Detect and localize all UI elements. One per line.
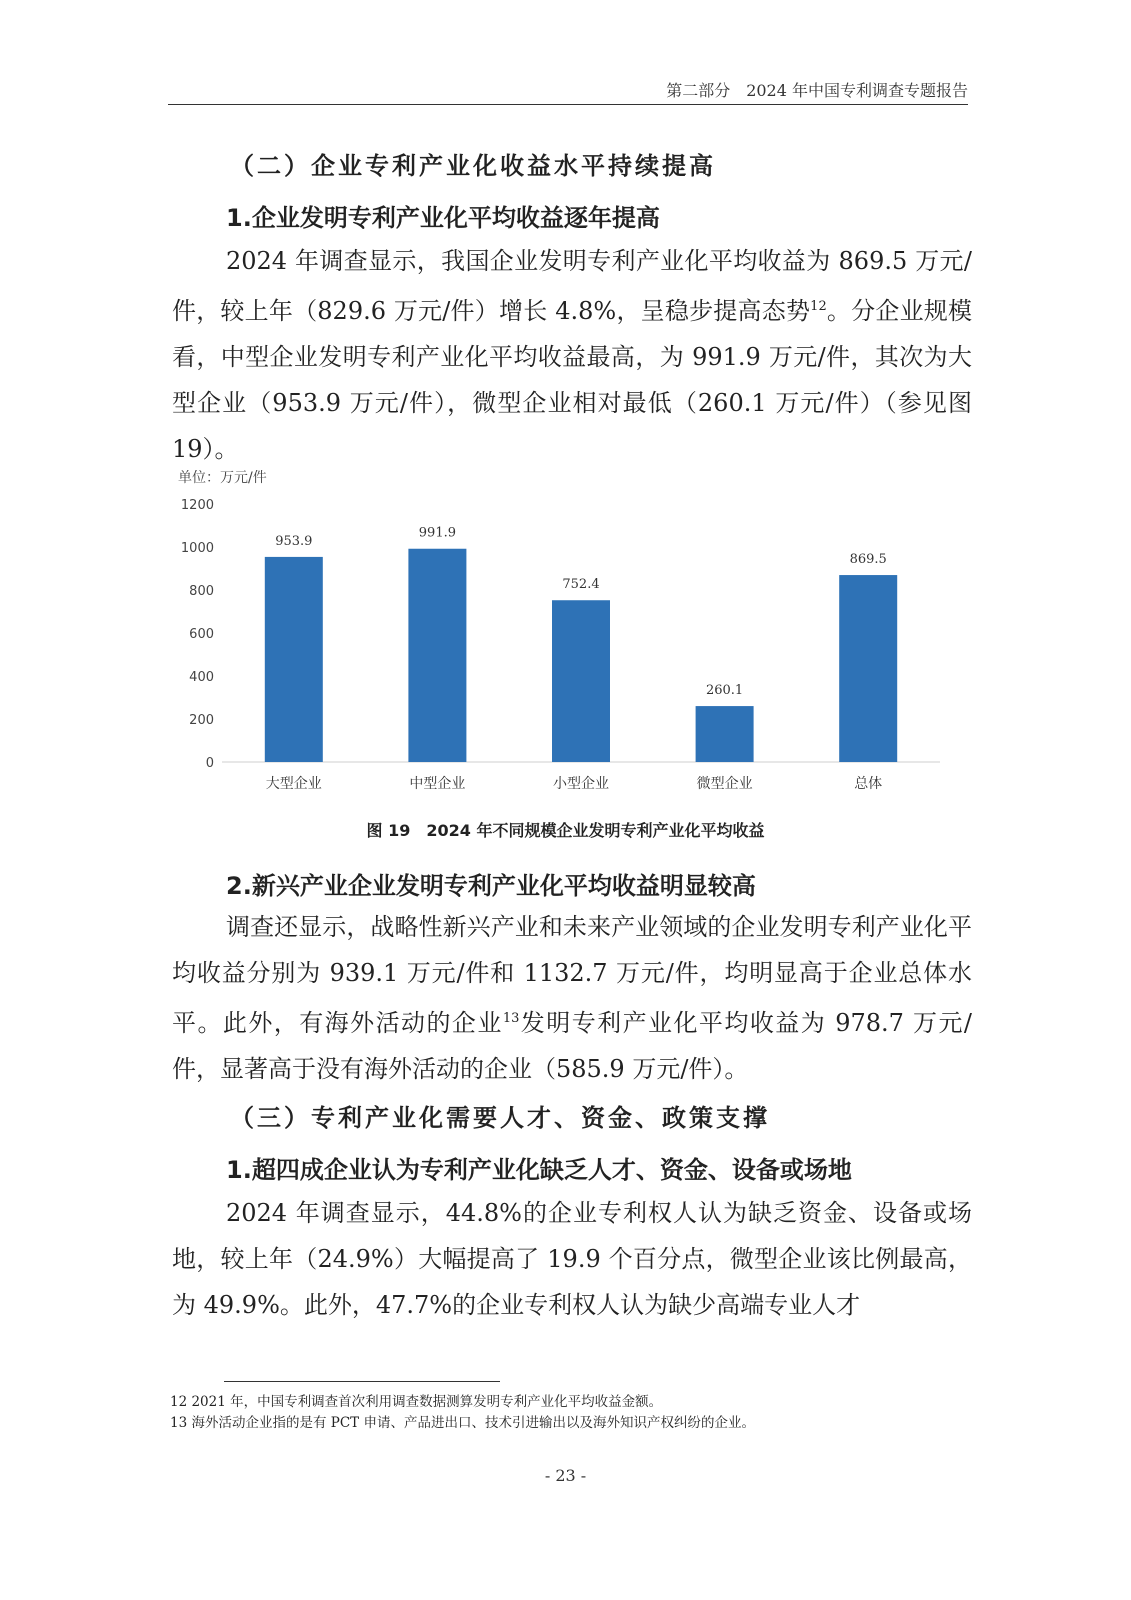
- paragraph-2-part-a: 调查还显示，战略性新兴产业和未来产业领域的企业发明专利产业化平均收益分别为 939.1 万元/件和 1132.7 万元/件，均明显高于企业总体水平。此外，有海外活动的企业: [172, 913, 972, 1037]
- y-tick-label: 600: [189, 627, 214, 642]
- subheading-3: 1.超四成企业认为专利产业化缺乏人才、资金、设备或场地: [226, 1156, 852, 1184]
- bar: [552, 600, 610, 762]
- paragraph-2: [172, 904, 972, 1092]
- y-tick-label: 200: [189, 713, 214, 728]
- figure-caption: 图 19 2024 年不同规模企业发明专利产业化平均收益: [366, 821, 765, 840]
- paragraph-1-part-a: 2024 年调查显示，我国企业发明专利产业化平均收益为 869.5 万元/件，较上年（829.6 万元/件）增长 4.8%，呈稳步提高态势: [172, 247, 972, 325]
- paragraph-3: 2024 年调查显示，44.8%的企业专利权人认为缺乏资金、设备或场地，较上年（24.9%）大幅提高了 19.9 个百分点，微型企业该比例最高，为 49.9%。此外，47.7%的企业专利权人认为缺少高端专业人才: [172, 1199, 972, 1319]
- footnote-13: 13 海外活动企业指的是有 PCT 申请、产品进出口、技术引进输出以及海外知识产权纠纷的企业。: [170, 1415, 755, 1431]
- page-number: - 23 -: [544, 1466, 587, 1485]
- footnote-ref-12[interactable]: 12: [810, 299, 827, 314]
- footnote-divider: [224, 1381, 500, 1382]
- x-tick-label: 小型企业: [553, 776, 609, 792]
- y-tick-label: 0: [205, 756, 214, 771]
- running-header: 第二部分 2024 年中国专利调查专题报告: [168, 80, 968, 105]
- data-label: 991.9: [418, 525, 457, 541]
- data-label: 869.5: [849, 552, 887, 568]
- unit-label: 单位：万元/件: [178, 470, 267, 486]
- subheading-1: 1.企业发明专利产业化平均收益逐年提高: [226, 204, 660, 232]
- bar: [839, 575, 897, 762]
- y-tick-label: 1200: [180, 498, 214, 513]
- data-label: 953.9: [275, 533, 313, 549]
- bar-chart: [160, 470, 980, 810]
- bar-chart-figure-19: [160, 470, 980, 840]
- y-tick-label: 800: [189, 584, 214, 599]
- bar: [408, 549, 466, 762]
- paragraph-1-part-b: 。分企业规模看，中型企业发明专利产业化平均收益最高，为 991.9 万元/件，其次为大型企业（953.9 万元/件），微型企业相对最低（260.1 万元/件）（参见图 19）。: [172, 297, 973, 463]
- paragraph-2-part-b: 发明专利产业化平均收益为 978.7 万元/件，显著高于没有海外活动的企业（585.9 万元/件）。: [172, 1009, 972, 1083]
- paragraph-1: [172, 238, 972, 472]
- section-heading-3: （三）专利产业化需要人才、资金、政策支撑: [230, 1103, 770, 1132]
- footnote-12: 12 2021 年，中国专利调查首次利用调查数据测算发明专利产业化平均收益金额。: [170, 1394, 663, 1410]
- y-tick-label: 400: [189, 670, 214, 685]
- y-tick-label: 1000: [180, 541, 214, 556]
- x-tick-label: 中型企业: [409, 776, 466, 792]
- bar: [265, 557, 323, 762]
- data-label: 260.1: [705, 683, 744, 699]
- x-tick-label: 总体: [854, 776, 883, 792]
- bar: [696, 706, 754, 762]
- subheading-2: 2.新兴产业企业发明专利产业化平均收益明显较高: [226, 872, 756, 900]
- section-heading-2: （二）企业专利产业化收益水平持续提高: [230, 151, 716, 180]
- x-tick-label: 微型企业: [696, 776, 753, 792]
- footnote-ref-13[interactable]: 13: [502, 1011, 520, 1026]
- x-tick-label: 大型企业: [265, 776, 322, 792]
- data-label: 752.4: [562, 577, 600, 593]
